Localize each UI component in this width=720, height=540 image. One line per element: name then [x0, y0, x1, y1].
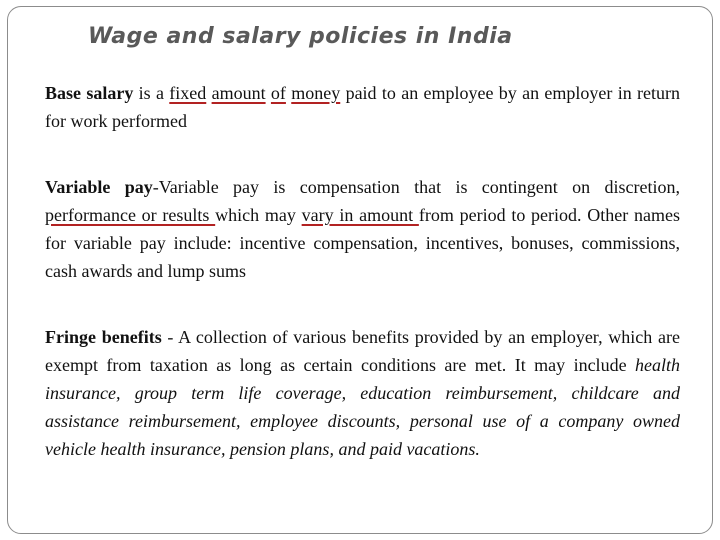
underlined-phrase: fixed — [169, 83, 207, 103]
text-segment: from period to period. Other names for variable pay include: incentive compensation, incentives, bonuses, commissions, cash awards and lump sums — [45, 205, 681, 281]
text-segment: paid to an employee by an employer in return for work performed — [45, 83, 681, 131]
slide-body — [45, 79, 680, 463]
text-segment: -Variable pay is compensation that is contingent on discretion, — [152, 177, 680, 197]
text-segment: is a — [133, 83, 170, 103]
text-segment: which may — [215, 205, 302, 225]
term-base-salary: Base salary — [45, 83, 134, 103]
underlined-phrase: money — [291, 83, 341, 103]
text-segment: - A collection of various benefits provided by an employer, which are exempt from taxation as long as certain conditions are met. It may include — [45, 327, 680, 375]
paragraph-base-salary — [45, 79, 680, 135]
slide-frame — [7, 6, 713, 534]
paragraph-fringe-benefits — [45, 323, 680, 463]
underlined-phrase: performance or results — [45, 205, 216, 225]
underlined-phrase: amount — [211, 83, 266, 103]
italic-benefits-list: health insurance, group term life coverage, education reimbursement, childcare and assistance reimbursement, employee discounts, personal use of a company owned vehicle health insurance, pension plans, and paid vacations. — [45, 355, 680, 459]
underlined-phrase: of — [270, 83, 286, 103]
page-title: Wage and salary policies in India — [88, 24, 513, 49]
underlined-phrase: vary in amount — [301, 205, 419, 225]
term-variable-pay: Variable pay — [45, 177, 153, 197]
paragraph-variable-pay — [45, 173, 680, 285]
term-fringe-benefits: Fringe benefits — [45, 327, 162, 347]
